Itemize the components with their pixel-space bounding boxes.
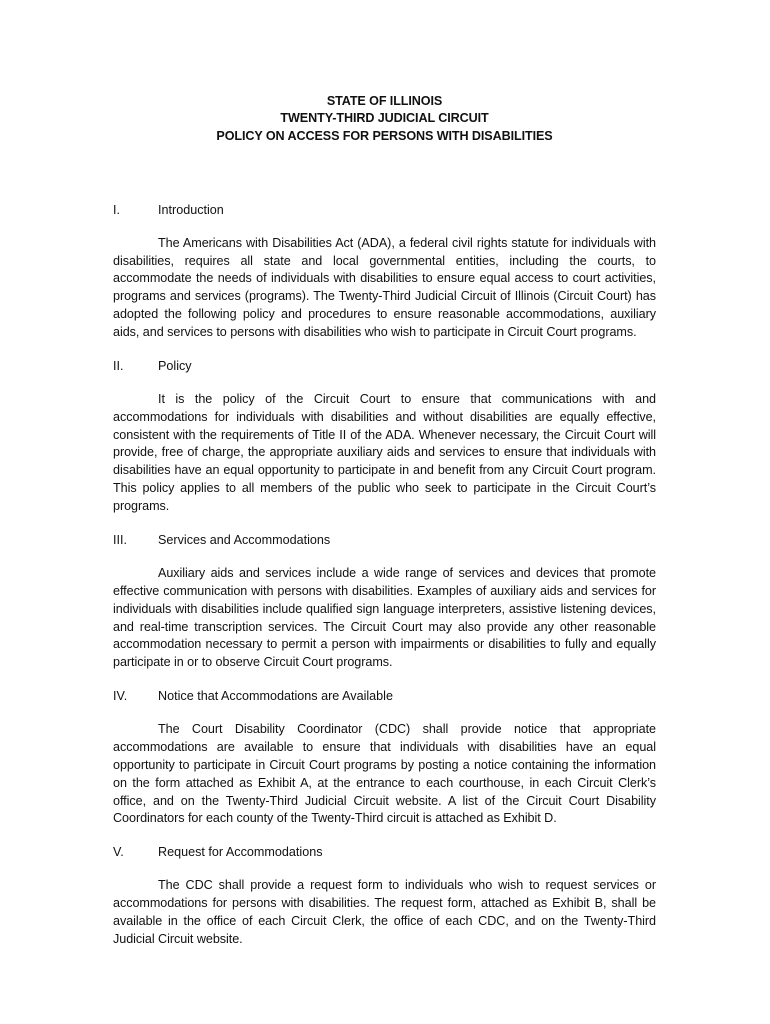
section-title: Services and Accommodations [158, 533, 331, 548]
title-line-state: STATE OF ILLINOIS [326, 94, 443, 108]
title-line-circuit: TWENTY-THIRD JUDICIAL CIRCUIT [280, 111, 489, 126]
section-services-accommodations [113, 532, 656, 672]
section-number: II. [113, 359, 124, 374]
section-heading [113, 358, 656, 376]
section-title: Introduction [158, 202, 224, 217]
section-heading [113, 688, 656, 706]
section-paragraph: The Court Disability Coordinator (CDC) shall provide notice that appropriate accommodations are available to ensure that individuals with disabilities have an equal opportunity to participate in Circuit Court programs by posting a notice containing the information on the form attached as Exhibit A, at the entrance to each courthouse, in each Circuit Clerk’s office, and on the Twenty-Third Judicial Circuit website. A list of the Circuit Court Disability Coordinators for each county of the Twenty-Third circuit is attached as Exhibit D. [113, 721, 656, 826]
section-number: IV. [113, 689, 128, 704]
section-request [113, 844, 656, 948]
section-number: V. [113, 845, 124, 860]
section-title: Request for Accommodations [158, 845, 323, 860]
section-introduction [113, 202, 656, 342]
section-heading [113, 202, 656, 220]
document-title [113, 93, 656, 145]
section-number: III. [113, 533, 127, 548]
section-policy [113, 358, 656, 516]
section-paragraph: It is the policy of the Circuit Court to ensure that communications with and accommodations for individuals with disabilities and without disabilities are equally effective, consistent with the requirements of Title II of the ADA. Whenever necessary, the Circuit Court will provide, free of charge, the appropriate auxiliary aids and services to ensure that individuals with disabilities have an equal opportunity to participate in and benefit from any Circuit Court program. This policy applies to all members of the public who seek to participate in the Circuit Court’s programs. [113, 391, 656, 514]
section-title: Policy [158, 359, 192, 374]
section-heading [113, 844, 656, 862]
section-number: I. [113, 202, 120, 217]
section-heading [113, 532, 656, 550]
section-paragraph: The CDC shall provide a request form to individuals who wish to request services or accommodations for persons with disabilities. The request form, attached as Exhibit B, shall be available in the office of each Circuit Clerk, the office of each CDC, and on the Twenty-Third Judicial Circuit website. [113, 878, 656, 946]
section-paragraph: The Americans with Disabilities Act (ADA), a federal civil rights statute for individuals with disabilities, requires all state and local governmental entities, including the courts, to accommodate the needs of individuals with disabilities to ensure equal access to court activities, programs and services (programs). The Twenty-Third Judicial Circuit of Illinois (Circuit Court) has adopted the following policy and procedures to ensure reasonable accommodations, auxiliary aids, and services to persons with disabilities who wish to participate in Circuit Court programs. [113, 235, 656, 340]
section-title: Notice that Accommodations are Available [158, 689, 393, 704]
section-notice [113, 688, 656, 828]
title-line-policy: POLICY ON ACCESS FOR PERSONS WITH DISABILITIES [216, 128, 553, 143]
section-paragraph: Auxiliary aids and services include a wide range of services and devices that promote effective communication with persons with disabilities. Examples of auxiliary aids and services for individuals with disabilities include qualified sign language interpreters, assistive listening devices, and real-time transcription services. The Circuit Court may also provide any other reasonable accommodation necessary to permit a person with impairments or disabilities to fully and equally participate in or to observe Circuit Court programs. [113, 565, 656, 670]
